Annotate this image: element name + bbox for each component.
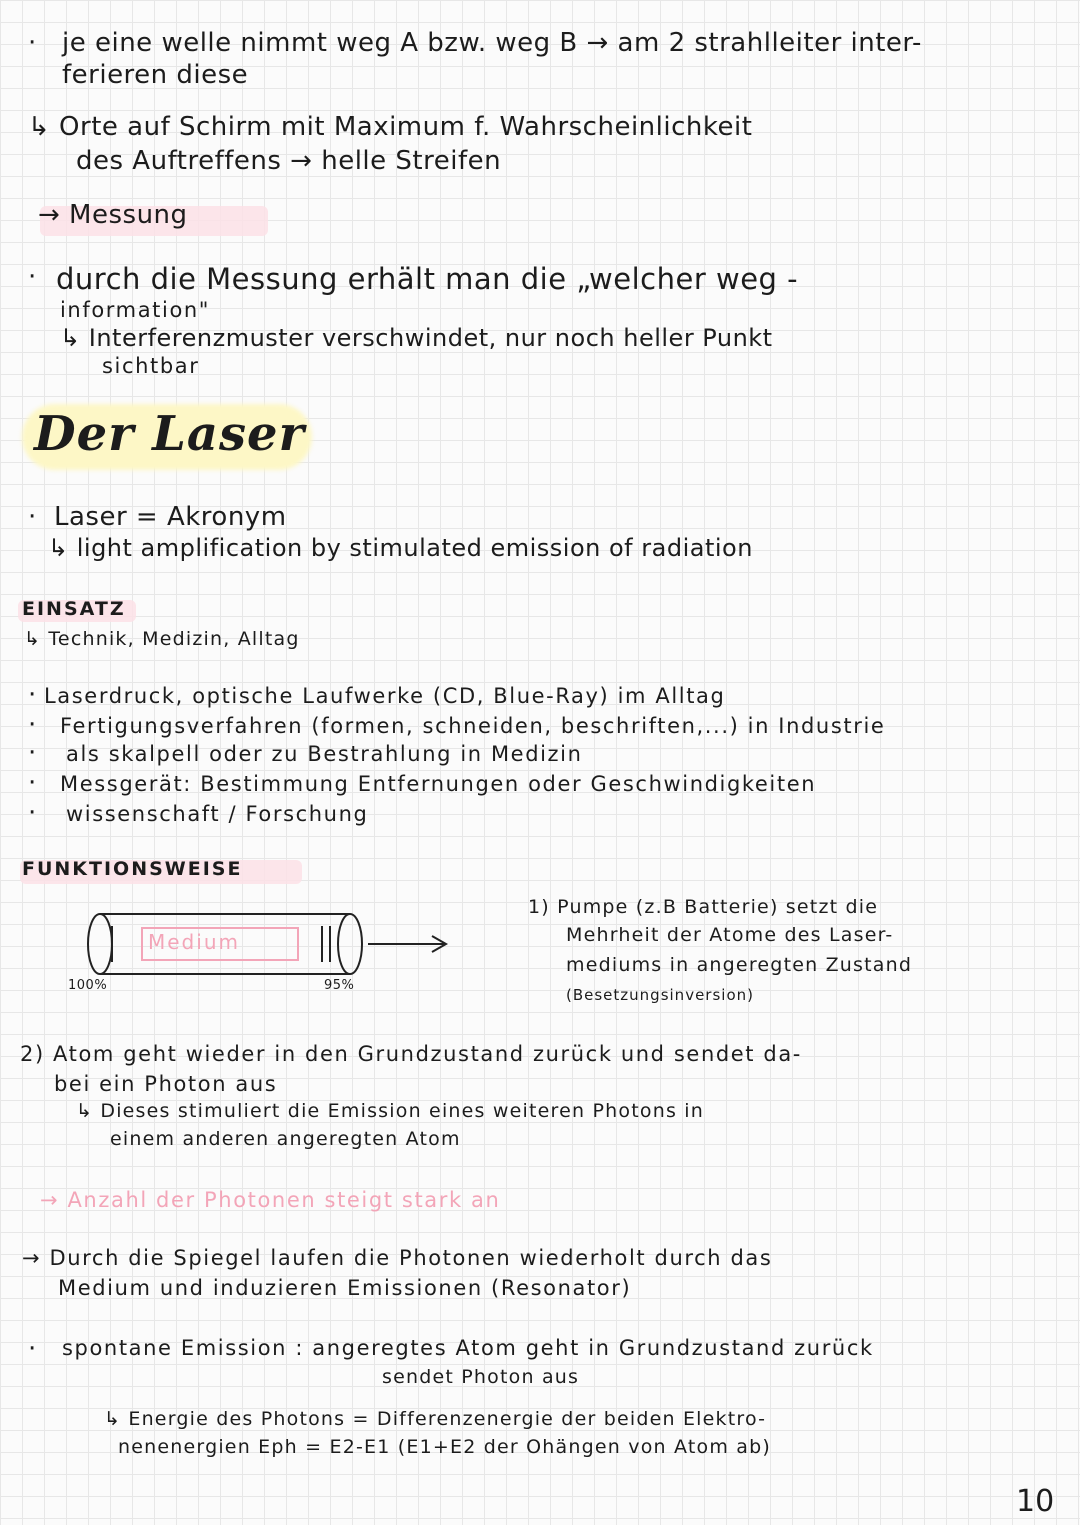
bullet: ·: [28, 710, 37, 740]
text-line: Medium und induzieren Emissionen (Resonator): [58, 1276, 632, 1300]
text-line: ↳ Interferenzmuster verschwindet, nur noch heller Punkt: [60, 324, 773, 352]
bullet: ·: [28, 738, 37, 768]
left-mirror-label: 100%: [68, 978, 108, 993]
text-line: sendet Photon aus: [382, 1366, 580, 1388]
text-line: ↳ Orte auf Schirm mit Maximum f. Wahrscheinlichkeit: [28, 112, 753, 142]
text-line: durch die Messung erhält man die „welcher weg -: [56, 262, 799, 296]
list-item: Messgerät: Bestimmung Entfernungen oder Geschwindigkeiten: [60, 772, 817, 796]
bullet: ·: [28, 798, 37, 828]
text-line: nenenergien Eph = E2-E1 (E1+E2 der Ohängen von Atom ab): [118, 1436, 771, 1458]
text-line: information": [60, 298, 211, 322]
text-line: Mehrheit der Atome des Laser-: [566, 924, 894, 946]
pink-note: → Anzahl der Photonen steigt stark an: [40, 1188, 501, 1212]
section-heading: FUNKTIONSWEISE: [22, 858, 243, 880]
text-line: bei ein Photon aus: [54, 1072, 278, 1096]
text-line: des Auftreffens → helle Streifen: [76, 146, 502, 176]
bullet: ·: [28, 502, 37, 532]
text-line: 1) Pumpe (z.B Batterie) setzt die: [528, 896, 879, 918]
list-item: wissenschaft / Forschung: [66, 802, 369, 826]
text-line: einem anderen angeregten Atom: [110, 1128, 461, 1150]
text-line: ↳ Technik, Medizin, Alltag: [24, 628, 300, 650]
bullet: ·: [28, 680, 37, 710]
heading-messung: → Messung: [38, 200, 188, 230]
bullet: ·: [28, 262, 37, 292]
list-item: Laserdruck, optische Laufwerke (CD, Blue-Ray) im Alltag: [44, 684, 726, 708]
right-mirror-label: 95%: [324, 978, 355, 993]
text-line: → Durch die Spiegel laufen die Photonen wiederholt durch das: [22, 1246, 773, 1270]
section-heading: EINSATZ: [22, 598, 126, 620]
text-line: ↳ light amplification by stimulated emission of radiation: [48, 534, 753, 562]
text-line: ↳ Energie des Photons = Differenzenergie der beiden Elektro-: [104, 1408, 767, 1430]
list-item: Fertigungsverfahren (formen, schneiden, beschriften,...) in Industrie: [60, 714, 886, 738]
text-line: sichtbar: [102, 354, 200, 378]
list-item: als skalpell oder zu Bestrahlung in Medizin: [66, 742, 583, 766]
text-line: ferieren diese: [62, 60, 249, 90]
text-line: Laser = Akronym: [54, 502, 287, 532]
page-title: Der Laser: [34, 406, 305, 462]
bullet: ·: [28, 768, 37, 798]
laser-diagram: [60, 900, 460, 1000]
medium-label: Medium: [148, 930, 240, 954]
text-line: spontane Emission : angeregtes Atom geht in Grundzustand zurück: [62, 1336, 874, 1360]
text-line: 2) Atom geht wieder in den Grundzustand zurück und sendet da-: [20, 1042, 802, 1066]
bullet: ·: [28, 28, 37, 58]
text-line: mediums in angeregten Zustand: [566, 954, 913, 976]
text-line: (Besetzungsinversion): [566, 986, 754, 1004]
text-line: ↳ Dieses stimuliert die Emission eines weiteren Photons in: [76, 1100, 705, 1122]
text-line: je eine welle nimmt weg A bzw. weg B → am 2 strahlleiter inter-: [62, 28, 922, 58]
bullet: ·: [28, 1334, 37, 1364]
page-number: 10: [1016, 1484, 1055, 1519]
